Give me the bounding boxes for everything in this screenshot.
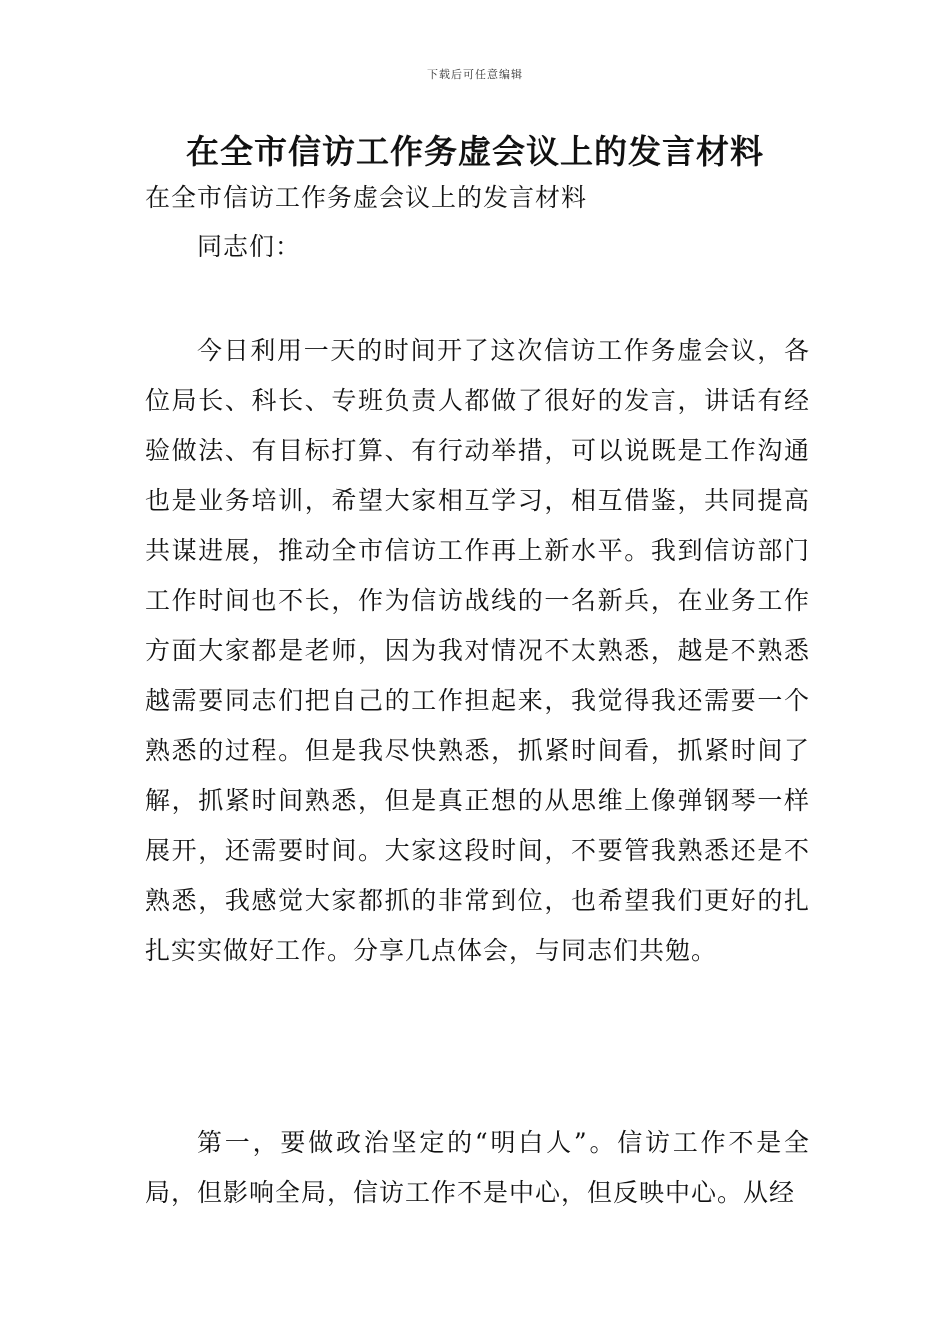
paragraph-first-point: 第一，要做政治坚定的“明白人”。信访工作不是全局，但影响全局，信访工作不是中心，但反映中心。从经 (145, 1128, 810, 1207)
salutation: 同志们： (197, 232, 302, 261)
document-title: 在全市信访工作务虚会议上的发言材料 (186, 132, 764, 171)
paragraph-opening: 今日利用一天的时间开了这次信访工作务虚会议，各位局长、科长、专班负责人都做了很好的发言，讲话有经验做法、有目标打算、有行动举措，可以说既是工作沟通也是业务培训，希望大家相互学习，相互借鉴，共同提高共谋进展，推动全市信访工作再上新水平。我到信访部门工作时间也不长，作为信访战线的一名新兵，在业务工作方面大家都是老师，因为我对情况不太熟悉，越是不熟悉越需要同志们把自己的工作担起来，我觉得我还需要一个熟悉的过程。但是我尽快熟悉，抓紧时间看，抓紧时间了解，抓紧时间熟悉，但是真正想的从思维上像弹钢琴一样展开，还需要时间。大家这段时间，不要管我熟悉还是不熟悉，我感觉大家都抓的非常到位，也希望我们更好的扎扎实实做好工作。分享几点体会，与同志们共勉。 (145, 336, 810, 965)
header-note: 下载后可任意编辑 (427, 68, 523, 81)
document-subtitle: 在全市信访工作务虚会议上的发言材料 (145, 183, 588, 212)
